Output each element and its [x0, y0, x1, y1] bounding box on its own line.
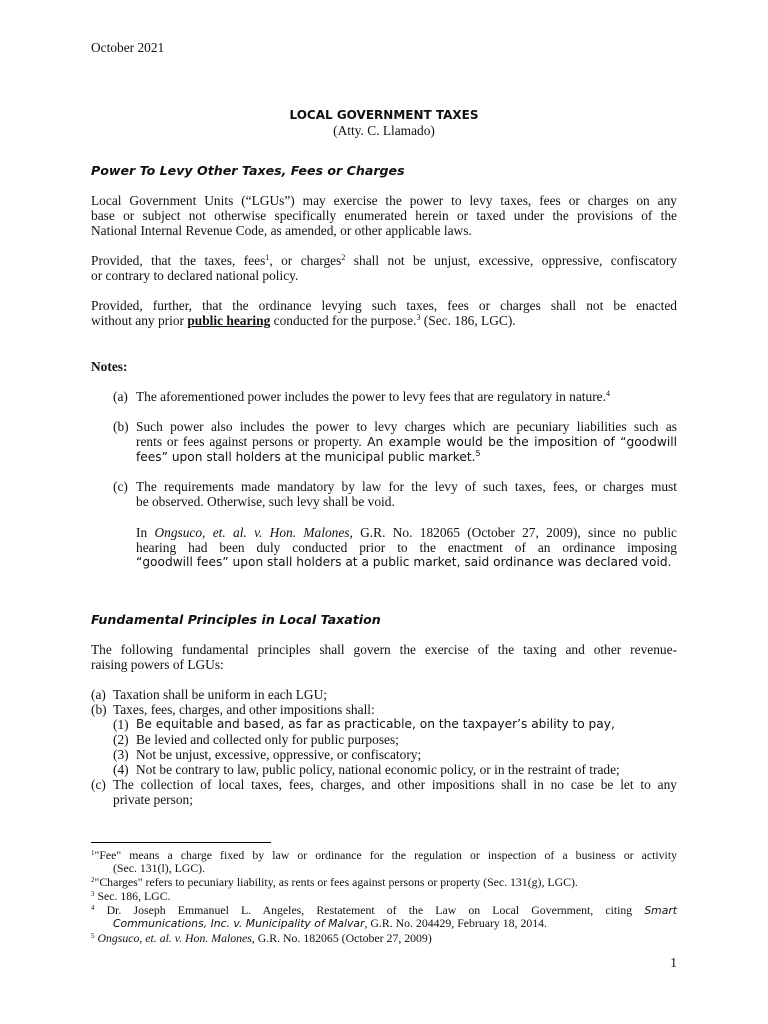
text-run: "Fee" means a charge fixed by law or ordinance for the regulation or inspection of a business or activity: [94, 848, 677, 862]
section-heading-power-to-levy: Power To Levy Other Taxes, Fees or Charges: [91, 163, 405, 178]
paragraph-line: The collection of local taxes, fees, charges, and other impositions shall in no case be let to any: [113, 777, 677, 792]
text-run: fees” upon stall holders at the municipal public market.: [136, 450, 476, 464]
principle-c-text: [113, 777, 677, 807]
text-run: G.R. No. 182065 (October 27, 2009): [254, 931, 432, 945]
paragraph-line: [91, 313, 677, 328]
sub-item-text: Be equitable and based, as far as practicable, on the taxpayer’s ability to pay,: [136, 717, 615, 731]
paragraph-line: hearing had been duly conducted prior to the enactment of an ordinance imposing: [136, 540, 677, 555]
principle-a-text: Taxation shall be uniform in each LGU;: [113, 687, 327, 702]
principle-b-marker: (b): [91, 702, 107, 717]
footnote-ref-5[interactable]: 5: [475, 449, 481, 458]
paragraph-lgu-power: [91, 193, 677, 238]
paragraph-line: “goodwill fees” upon stall holders at a public market, said ordinance was declared void.: [136, 555, 672, 569]
paragraph-line: be observed. Otherwise, such levy shall be void.: [136, 494, 395, 509]
sub-item-marker: (4): [113, 762, 129, 777]
section-heading-fundamental-principles: Fundamental Principles in Local Taxation: [91, 612, 381, 627]
paragraph-line: private person;: [113, 792, 193, 807]
text-run: , or charges: [269, 253, 342, 268]
note-c-text: [136, 479, 677, 509]
principle-b-text: Taxes, fees, charges, and other impositions shall:: [113, 702, 375, 717]
footnote-1: [91, 849, 677, 875]
paragraph-line: [136, 450, 677, 465]
document-author: (Atty. C. Llamado): [333, 123, 435, 138]
text-run: (Sec. 186, LGC).: [420, 313, 516, 328]
footnote-5: [91, 932, 677, 945]
paragraph-line: or contrary to declared national policy.: [91, 268, 299, 283]
text-run: "Charges" refers to pecuniary liability, as rents or fees against persons or property (Sec. 131(g), LGC).: [94, 875, 578, 889]
footnote-4: [91, 904, 677, 930]
case-paragraph: [136, 525, 677, 570]
paragraph-line: National Internal Revenue Code, as amended, or other applicable laws.: [91, 223, 472, 238]
note-a-text: [136, 389, 677, 404]
note-c-marker: (c): [113, 479, 128, 494]
notes-label: Notes:: [91, 359, 128, 374]
footnote-ref-4[interactable]: 4: [605, 389, 610, 398]
paragraph-public-hearing: [91, 298, 677, 328]
paragraph-line: [91, 253, 677, 268]
text-run: without any prior: [91, 313, 188, 328]
sub-item-text: Not be contrary to law, public policy, national economic policy, or in the restraint of trade;: [136, 762, 620, 777]
paragraph-line: Provided, further, that the ordinance levying such taxes, fees or charges shall not be enacted: [91, 298, 677, 313]
sub-item-marker: (2): [113, 732, 129, 747]
note-a-marker: (a): [113, 389, 128, 404]
paragraph-line: The requirements made mandatory by law for the levy of such taxes, fees, or charges must: [136, 479, 677, 494]
text-run: shall not be unjust, excessive, oppressive, confiscatory: [345, 253, 677, 268]
text-run: Dr. Joseph Emmanuel L. Angeles, Restatement of the Law on Local Government, citing: [94, 903, 645, 917]
text-run: Smart: [644, 904, 677, 917]
footnote-mark: 2: [91, 876, 95, 884]
text-run: , G.R. No. 204429, February 18, 2014.: [364, 916, 547, 930]
footnote-ref-2[interactable]: 2: [341, 253, 346, 262]
paragraph-line: The following fundamental principles shall govern the exercise of the taxing and other revenue-: [91, 642, 677, 657]
paragraph-line: [136, 434, 677, 450]
text-run: Communications, Inc. v. Municipality of Malvar: [113, 917, 365, 930]
note-b-marker: (b): [113, 419, 129, 434]
public-hearing-emphasis: public hearing: [187, 313, 271, 328]
sub-item-marker: (1): [113, 717, 129, 732]
document-title: LOCAL GOVERNMENT TAXES: [289, 108, 479, 122]
sub-item-text: Not be unjust, excessive, oppressive, or confiscatory;: [136, 747, 422, 762]
sub-item-marker: (3): [113, 747, 129, 762]
text-run: Sec. 186, LGC.: [94, 889, 171, 903]
paragraph-line: base or subject not otherwise specifically enumerated herein or taxed under the provisions of the: [91, 208, 677, 223]
header-date: October 2021: [91, 40, 165, 55]
text-run: rents or fees against persons or property.: [136, 434, 362, 449]
text-run: In: [136, 525, 155, 540]
text-run: The aforementioned power includes the power to levy fees that are regulatory in nature.: [136, 389, 606, 404]
footnote-mark: 1: [91, 849, 95, 857]
page-number: 1: [670, 955, 677, 970]
paragraph-line: (Sec. 131(l), LGC).: [113, 861, 206, 875]
paragraph-line: Local Government Units (“LGUs”) may exercise the power to levy taxes, fees or charges on any: [91, 193, 677, 208]
text-run: G.R. No. 182065 (October 27, 2009), since no public: [352, 525, 677, 540]
text-run: conducted for the purpose.: [270, 313, 417, 328]
text-run: Provided, that the taxes, fees: [91, 253, 266, 268]
sub-item-text: Be levied and collected only for public purposes;: [136, 732, 399, 747]
footnote-mark: 5: [91, 932, 95, 940]
paragraph-line: [91, 917, 677, 930]
footnote-divider: [91, 842, 271, 843]
footnote-mark: 4: [91, 904, 95, 912]
principle-a-marker: (a): [91, 687, 106, 702]
footnote-ref-3[interactable]: 3: [416, 313, 421, 322]
footnote-3: [91, 890, 677, 903]
paragraph-line: [136, 525, 677, 540]
principle-c-marker: (c): [91, 777, 106, 792]
footnote-2: [91, 876, 677, 889]
footnote-mark: 3: [91, 890, 95, 898]
text-run: An example would be the imposition of “goodwill: [361, 435, 677, 449]
note-b-text: [136, 419, 677, 465]
principles-intro: [91, 642, 677, 672]
case-name: Ongsuco, et. al. v. Hon. Malones,: [154, 525, 353, 540]
text-run: Ongsuco, et. al. v. Hon. Malones,: [94, 931, 255, 945]
paragraph-line: raising powers of LGUs:: [91, 657, 224, 672]
footnote-ref-1[interactable]: 1: [265, 253, 270, 262]
paragraph-proviso: [91, 253, 677, 283]
paragraph-line: Such power also includes the power to levy charges which are pecuniary liabilities such as: [136, 419, 677, 434]
